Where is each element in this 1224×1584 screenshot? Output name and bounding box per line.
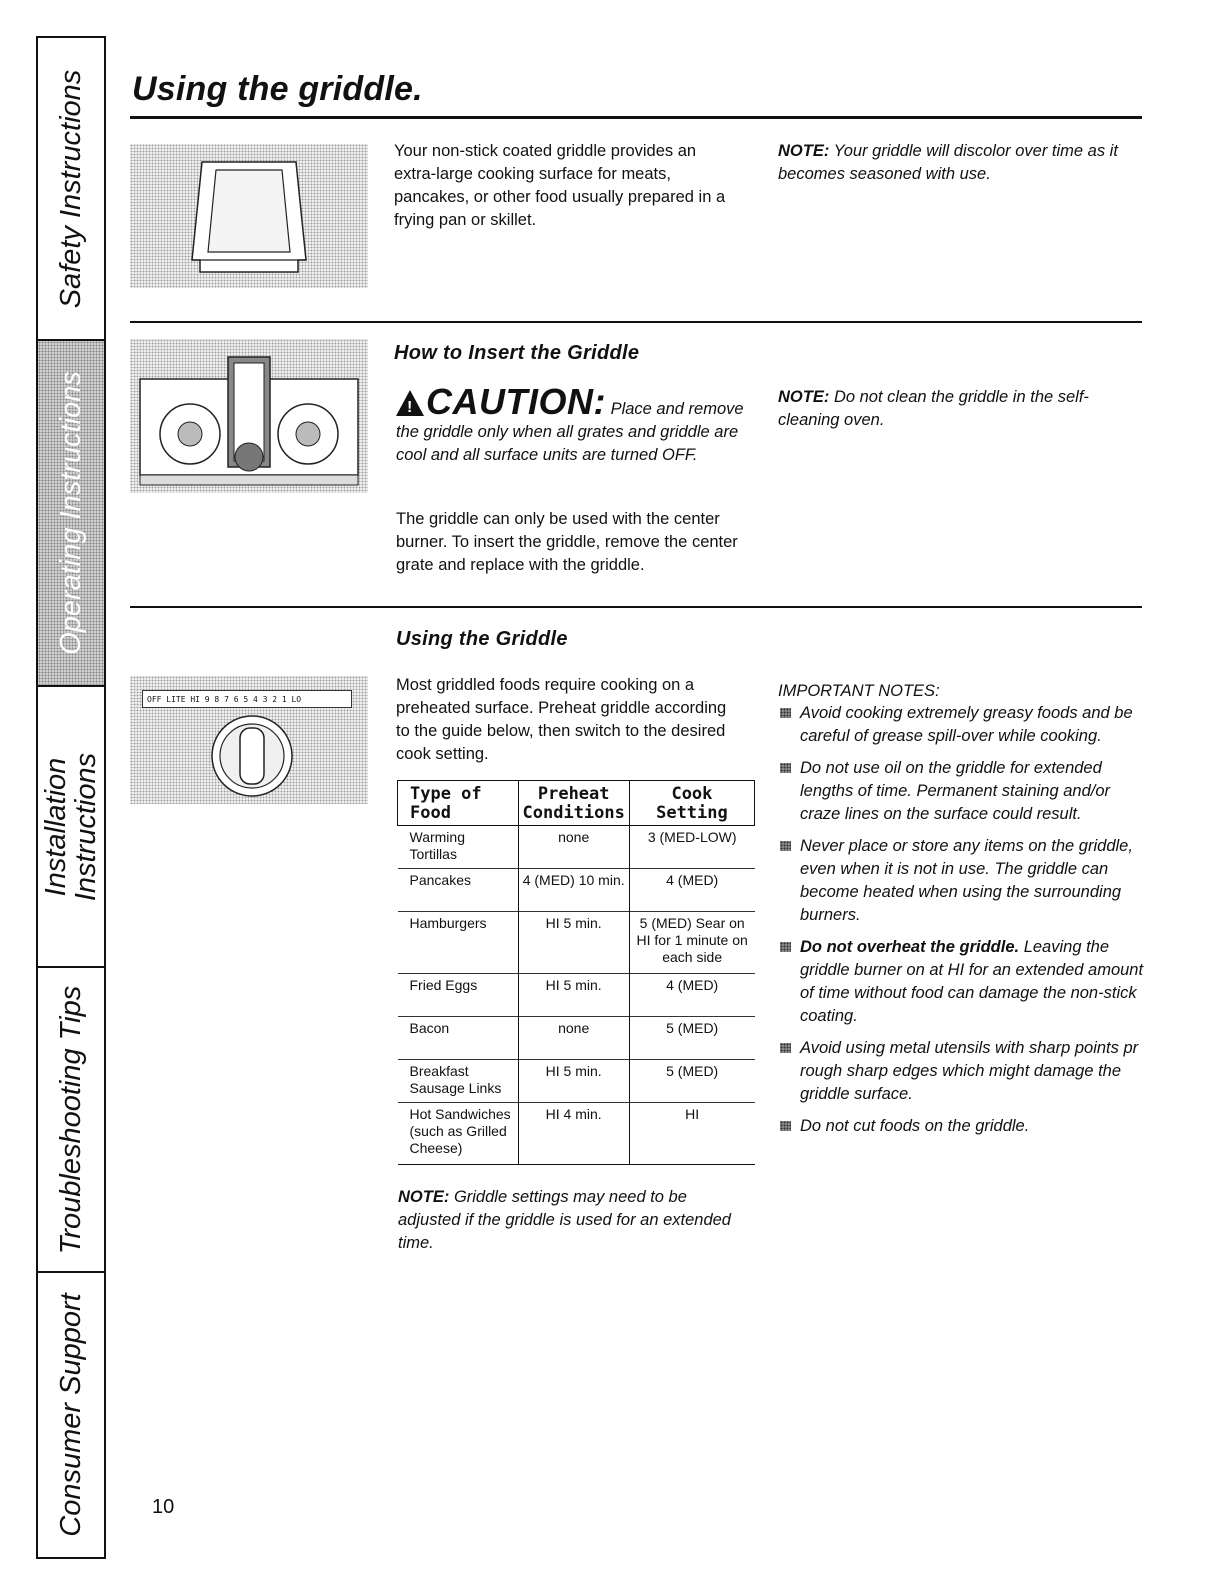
- cell-cook: 5 (MED): [629, 1060, 754, 1103]
- table-row: [398, 1017, 755, 1060]
- section-divider-2: [130, 606, 1142, 608]
- cell-food: Hamburgers: [398, 912, 519, 974]
- cell-food: Bacon: [398, 1017, 519, 1060]
- insert-note-text: Do not clean the griddle in the self-cleaning oven.: [778, 388, 1089, 429]
- tab-installation-line1: Installation: [40, 757, 72, 896]
- table-note-text: Griddle settings may need to be adjusted if the griddle is used for an extended time.: [398, 1188, 731, 1252]
- intro-note: [778, 140, 1143, 186]
- tab-installation-line2: Instructions: [70, 752, 102, 901]
- item-text: Do not use oil on the griddle for extended lengths of time. Permanent staining and/or craze lines on the surface could result.: [800, 759, 1111, 823]
- list-item: [778, 702, 1144, 748]
- list-item: [778, 757, 1144, 826]
- knob-scale: OFF LITE HI 9 8 7 6 5 4 3 2 1 LO: [142, 690, 352, 708]
- cell-food: Hot Sandwiches (such as Grilled Cheese): [398, 1103, 519, 1165]
- cell-cook: 4 (MED): [629, 974, 754, 1017]
- table-row: [398, 912, 755, 974]
- cell-preheat: none: [518, 826, 629, 869]
- table-row: [398, 1060, 755, 1103]
- range-top-illustration: [130, 339, 368, 493]
- bullet-icon: [780, 708, 791, 718]
- item-text: Avoid cooking extremely greasy foods and be careful of grease spill-over while cooking.: [800, 704, 1133, 745]
- table-row: [398, 1103, 755, 1165]
- insert-note: [778, 386, 1108, 432]
- bullet-icon: [780, 1121, 791, 1131]
- item-text: Leaving the griddle burner on at HI for an extended amount of time without food can damage the non-stick coating.: [800, 938, 1144, 1025]
- cell-food: Fried Eggs: [398, 974, 519, 1017]
- insert-body: The griddle can only be used with the center burner. To insert the griddle, remove the center grate and replace with the griddle.: [396, 510, 738, 574]
- cell-preheat: HI 5 min.: [518, 1060, 629, 1103]
- cell-cook: 3 (MED-LOW): [647, 829, 737, 845]
- item-bold: Do not overheat the griddle.: [800, 938, 1020, 956]
- item-text: Never place or store any items on the griddle, even when it is not in use. The griddle can become heated when using the surrounding burners.: [800, 837, 1133, 924]
- item-text: Do not cut foods on the griddle.: [800, 1117, 1030, 1135]
- tab-installation-label: [41, 752, 101, 900]
- using-heading: Using the Griddle: [396, 628, 568, 650]
- table-row: [398, 869, 755, 912]
- cell-cook: 4 (MED): [629, 869, 754, 912]
- table-note: [398, 1186, 748, 1255]
- bullet-icon: [780, 942, 791, 952]
- tab-installation-instructions[interactable]: [38, 687, 104, 968]
- cell-preheat: HI 5 min.: [518, 912, 629, 974]
- using-body: Most griddled foods require cooking on a preheated surface. Preheat griddle according to the guide below, then switch to the desired cook setting.: [396, 676, 727, 763]
- tab-operating-instructions[interactable]: [38, 341, 104, 687]
- warning-triangle-icon: [396, 390, 424, 416]
- tab-operating-label: Operating Instructions: [55, 371, 87, 655]
- table-row: [398, 974, 755, 1017]
- insert-note-label: NOTE:: [778, 388, 830, 406]
- header-preheat: Preheat Conditions: [518, 781, 629, 826]
- cell-cook: 5 (MED) Sear on HI for 1 minute on each side: [629, 912, 754, 974]
- important-notes-title: IMPORTANT NOTES:: [778, 682, 940, 700]
- list-item: [778, 1115, 1144, 1138]
- intro-note-text: Your griddle will discolor over time as it becomes seasoned with use.: [778, 142, 1118, 183]
- griddle-illustration: [130, 144, 368, 288]
- cell-preheat: none: [518, 1017, 629, 1060]
- caution-word: CAUTION:: [426, 381, 606, 422]
- table-row: [398, 826, 755, 869]
- tab-troubleshooting-tips[interactable]: [38, 968, 104, 1273]
- cell-cook: HI: [629, 1103, 754, 1165]
- list-item: [778, 936, 1144, 1028]
- page-number: 10: [152, 1496, 175, 1518]
- bullet-icon: [780, 763, 791, 773]
- bullet-icon: [780, 841, 791, 851]
- control-knob-illustration: [130, 676, 368, 804]
- tab-troubleshooting-label: Troubleshooting Tips: [55, 985, 87, 1254]
- tab-consumer-support[interactable]: [38, 1273, 104, 1557]
- cell-preheat: HI 5 min.: [518, 974, 629, 1017]
- tab-safety-label: Safety Instructions: [55, 69, 87, 308]
- cell-food: Warming Tortillas: [398, 826, 519, 869]
- item-text: Avoid using metal utensils with sharp points pr rough sharp edges which might damage the griddle surface.: [800, 1039, 1139, 1103]
- griddle-drawing: [130, 144, 368, 288]
- caution-text: Place and remove the griddle only when all grates and griddle are cool and all surface units are turned OFF.: [396, 400, 744, 464]
- section-sidebar: [36, 36, 106, 1559]
- tab-consumer-label: Consumer Support: [55, 1293, 87, 1537]
- list-item: [778, 1037, 1144, 1106]
- cell-food: Breakfast Sausage Links: [398, 1060, 519, 1103]
- header-cook-setting: Cook Setting: [629, 781, 754, 826]
- cell-preheat: 4 (MED) 10 min.: [518, 869, 629, 912]
- tab-safety-instructions[interactable]: [38, 38, 104, 341]
- header-type-of-food: Type of Food: [398, 781, 519, 826]
- knob-drawing: [130, 676, 368, 804]
- important-notes: [778, 680, 1144, 1147]
- table-note-label: NOTE:: [398, 1188, 450, 1206]
- cell-preheat: HI 4 min.: [518, 1103, 629, 1165]
- section-divider-1: [130, 321, 1142, 323]
- title-rule: [130, 116, 1142, 119]
- page-title: Using the griddle.: [132, 70, 423, 108]
- cell-cook: 5 (MED): [629, 1017, 754, 1060]
- list-item: [778, 835, 1144, 927]
- cooking-guide-table: [397, 780, 755, 1165]
- cooktop-drawing: [130, 339, 368, 493]
- intro-note-label: NOTE:: [778, 142, 830, 160]
- bullet-icon: [780, 1043, 791, 1053]
- insert-heading: How to Insert the Griddle: [394, 342, 640, 364]
- caution-block: [396, 381, 746, 467]
- intro-text: Your non-stick coated griddle provides an extra-large cooking surface for meats, pancakes, or other food usually prepared in a frying pan or skillet.: [394, 142, 726, 229]
- cell-food: Pancakes: [398, 869, 519, 912]
